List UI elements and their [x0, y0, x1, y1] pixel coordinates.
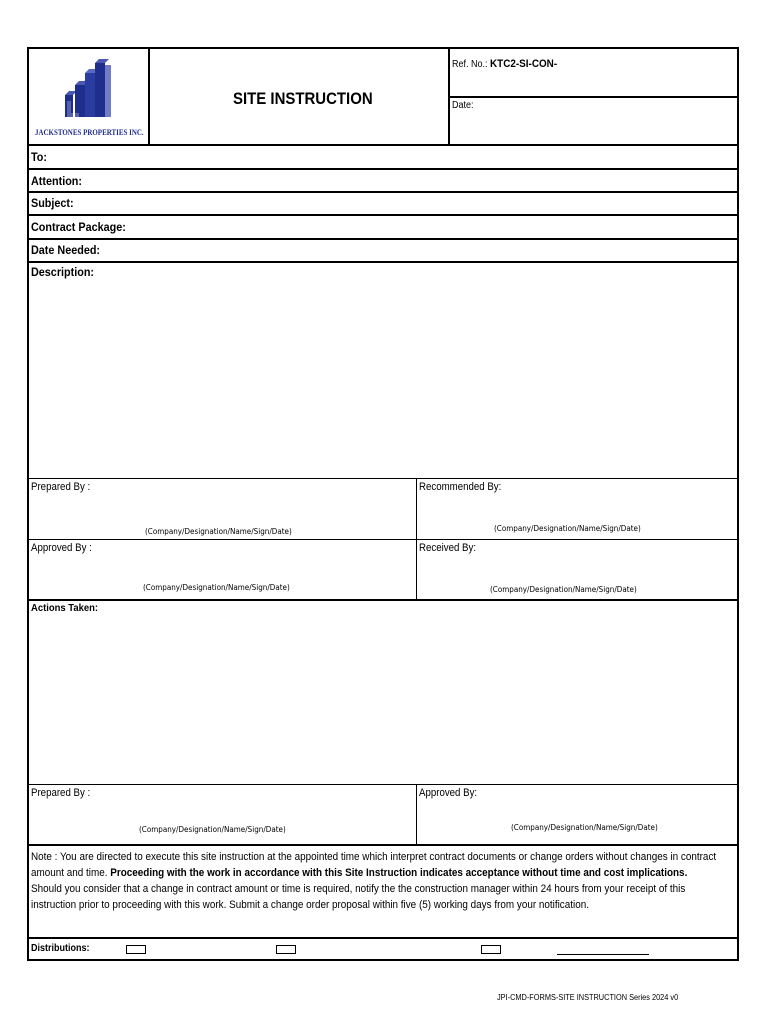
distribution-checkbox-1[interactable] — [126, 945, 146, 954]
date-needed-field[interactable]: Date Needed: — [31, 243, 101, 257]
actions-taken-field[interactable]: Actions Taken: — [31, 602, 99, 614]
company-name: JACKSTONES PROPERTIES INC. — [35, 127, 144, 137]
page-title: SITE INSTRUCTION — [233, 89, 373, 108]
note-part-1: Note : You are directed to execute this site instruction at the appointed time which interpret contract documents or change orders without changes in contract amount and time. — [31, 851, 717, 879]
note-bold: Proceeding with the work in accordance with this Site Instruction indicates acceptance without time and cost implications. — [110, 867, 688, 879]
distribution-checkbox-3[interactable] — [481, 945, 501, 954]
company-logo — [31, 51, 147, 143]
description-field[interactable]: Description: — [31, 265, 95, 279]
approved-by-field[interactable]: Approved By : — [31, 542, 92, 554]
note-part-2: Should you consider that a change in contract amount or time is required, notify the the construction manager within 24 hours from your receipt of this instruction prior to proceeding with this work. Submit a change order proposal within five (5) working days from your notification. — [31, 883, 686, 911]
prepared-by-hint-2: (Company/Designation/Name/Sign/Date) — [139, 825, 286, 834]
jpi-logo-icon — [31, 51, 147, 123]
received-by-field[interactable]: Received By: — [419, 542, 477, 554]
site-instruction-form — [27, 47, 739, 961]
ref-no-label: Ref. No.: — [452, 59, 491, 70]
distributions-label: Distributions: — [31, 943, 90, 954]
to-field[interactable]: To: — [31, 150, 47, 164]
note-text — [31, 849, 724, 913]
subject-field[interactable]: Subject: — [31, 196, 74, 210]
distribution-checkbox-2[interactable] — [276, 945, 296, 954]
recommended-by-field[interactable]: Recommended By: — [419, 481, 502, 493]
distribution-blank-line[interactable] — [557, 954, 649, 955]
recommended-by-hint: (Company/Designation/Name/Sign/Date) — [494, 524, 641, 533]
contract-package-field[interactable]: Contract Package: — [31, 220, 126, 234]
ref-no-field[interactable] — [452, 58, 557, 70]
approved-by-field-2[interactable]: Approved By: — [419, 787, 478, 799]
prepared-by-field[interactable]: Prepared By : — [31, 481, 91, 493]
received-by-hint: (Company/Designation/Name/Sign/Date) — [490, 585, 637, 594]
attention-field[interactable]: Attention: — [31, 174, 82, 188]
approved-by-hint: (Company/Designation/Name/Sign/Date) — [143, 583, 290, 592]
approved-by-hint-2: (Company/Designation/Name/Sign/Date) — [511, 823, 658, 832]
ref-no-value: KTC2-SI-CON- — [490, 58, 558, 70]
date-field[interactable]: Date: — [452, 100, 474, 111]
prepared-by-hint: (Company/Designation/Name/Sign/Date) — [145, 527, 292, 536]
form-footer: JPI-CMD-FORMS-SITE INSTRUCTION Series 2024 v0 — [497, 993, 679, 1002]
prepared-by-field-2[interactable]: Prepared By : — [31, 787, 91, 799]
